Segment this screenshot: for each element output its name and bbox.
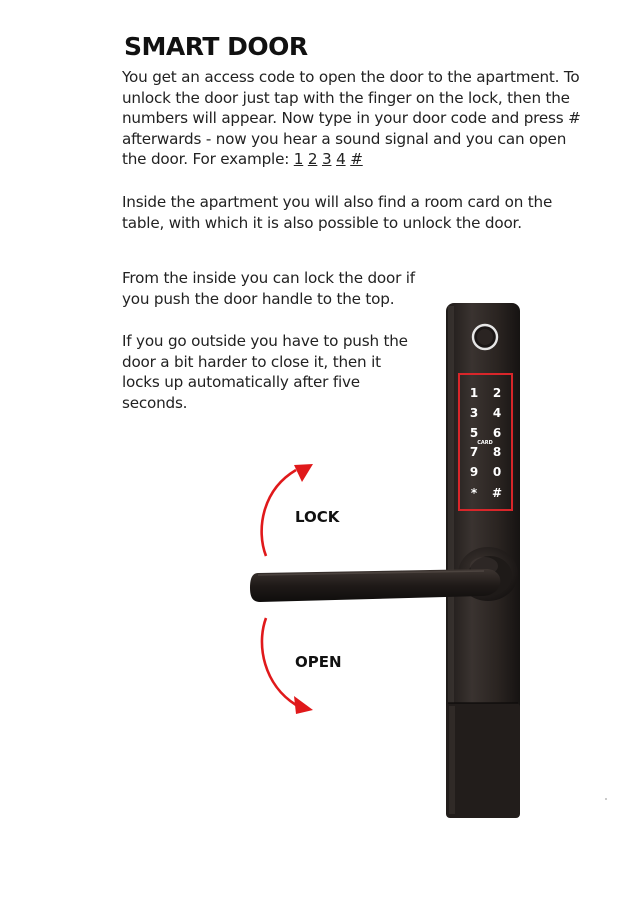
dot-mark [605,798,607,800]
fingerprint-sensor-icon [473,325,497,349]
keypad-key: 5 [469,426,479,440]
keypad-key: 6 [492,426,502,440]
keypad-key: 8 [492,445,502,459]
keypad-key: 0 [492,465,502,479]
instruction-paragraph-2: Inside the apartment you will also find a room card on the table, with which it is also possible to unlock the door. [122,193,553,232]
open-label: OPEN [295,653,342,671]
keypad-key: 9 [469,465,479,479]
instruction-text: You get an access code to open the door to the apartment. To unlock the door just tap with the finger on the lock, then the numbers will appear. Now type in your door code and press # afterwards - now you hear a sound signal and you can open the door. For example: [122,68,581,169]
keypad-key: # [491,486,503,500]
page-title: SMART DOOR [124,32,308,61]
keypad-key: 4 [492,406,502,420]
card-label: CARD [477,440,493,446]
code-digit: 3 [321,150,332,169]
lock-label: LOCK [295,508,340,526]
keypad-key: 1 [469,386,479,400]
code-digit: 1 [293,150,304,169]
keypad-key: 2 [492,386,502,400]
code-digit: 2 [307,150,318,169]
keypad-key: 3 [469,406,479,420]
keypad-key: * [470,486,478,500]
code-digit: # [350,150,363,169]
code-digit: 4 [336,150,346,169]
instruction-paragraph-4: If you go outside you have to push the door a bit harder to close it, then it locks up automatically after five seconds. [122,332,408,412]
instruction-paragraph-3: From the inside you can lock the door if you push the door handle to the top. [122,269,415,308]
keypad-key: 7 [469,445,479,459]
